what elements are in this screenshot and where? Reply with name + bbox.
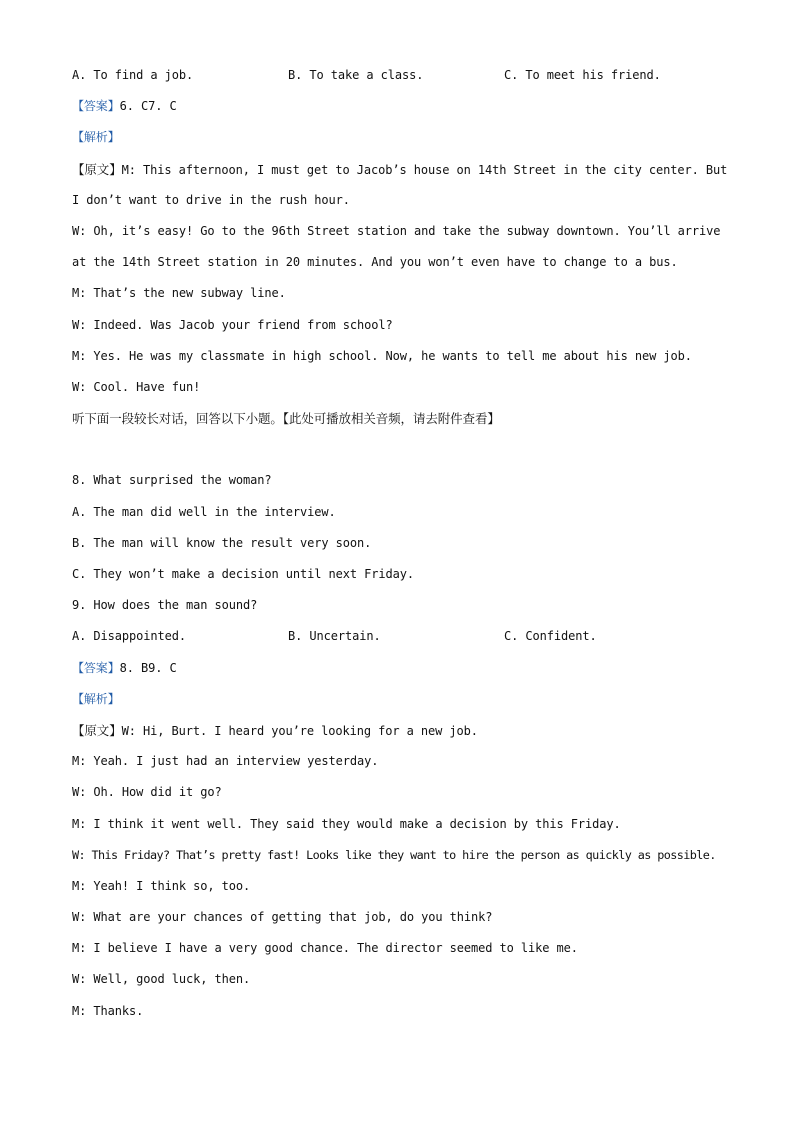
q9-question: 9. How does the man sound? (72, 598, 258, 613)
listening-instruction: 听下面一段较长对话，回答以下小题。【此处可播放相关音频，请去附件查看】 (72, 411, 500, 427)
answer-text: 6. C7. C (119, 99, 177, 114)
transcript-1-line: M: That’s the new subway line. (72, 286, 286, 301)
q8-option-b: B. The man will know the result very soon. (72, 535, 372, 550)
spacer (72, 434, 732, 465)
transcript-1-line: W: Cool. Have fun! (72, 379, 201, 394)
transcript-1-line (72, 154, 732, 185)
answer-text: 8. B9. C (119, 660, 177, 675)
transcript-1-line: W: Oh, it’s easy! Go to the 96th Street station and take the subway downtown. You’ll arrive (72, 223, 721, 238)
transcript-2-line: M: Yeah! I think so, too. (72, 878, 251, 893)
transcript-text: M: This afternoon, I must get to Jacob’s house on 14th Street in the city center. But (121, 162, 728, 177)
q7-options (72, 60, 732, 91)
analysis-2 (72, 684, 732, 715)
document-page (72, 60, 732, 1027)
transcript-2-line: M: Thanks. (72, 1003, 144, 1018)
transcript-label: 【原文】 (72, 722, 122, 738)
q8-option-a: A. The man did well in the interview. (72, 504, 336, 519)
transcript-text: W: Hi, Burt. I heard you’re looking for a new job. (121, 723, 478, 738)
q7-option-a: A. To find a job. (72, 68, 194, 82)
q8-option-c: C. They won’t make a decision until next Friday. (72, 567, 414, 581)
analysis-label: 【解析】 (72, 691, 120, 706)
transcript-label: 【原文】 (72, 161, 122, 177)
q7-option-b: B. To take a class. (288, 68, 424, 82)
transcript-1-line: W: Indeed. Was Jacob your friend from school? (72, 317, 393, 332)
q8-question: 8. What surprised the woman? (72, 473, 272, 488)
transcript-2-line: W: Well, good luck, then. (72, 972, 251, 987)
q9-options (72, 621, 732, 652)
transcript-2-line: M: I think it went well. They said they would make a decision by this Friday. (72, 816, 621, 831)
q7-option-c: C. To meet his friend. (504, 68, 661, 82)
transcript-1-line: M: Yes. He was my classmate in high school. Now, he wants to tell me about his new job. (72, 348, 692, 363)
answer-2 (72, 653, 732, 684)
transcript-1-line: at the 14th Street station in 20 minutes. And you won’t even have to change to a bus. (72, 255, 678, 270)
q9-option-b: B. Uncertain. (288, 629, 381, 644)
transcript-2-line: W: Oh. How did it go? (72, 785, 222, 800)
answer-label: 【答案】 (72, 99, 120, 114)
transcript-2-line (72, 715, 732, 746)
answer-label: 【答案】 (72, 660, 120, 675)
transcript-2-line: W: What are your chances of getting that job, do you think? (72, 910, 493, 925)
analysis-label: 【解析】 (72, 130, 120, 145)
transcript-2-line: M: Yeah. I just had an interview yesterday. (72, 754, 379, 769)
q9-option-a: A. Disappointed. (72, 629, 186, 644)
answer-1 (72, 91, 732, 122)
transcript-2-line: W: This Friday? That’s pretty fast! Looks like they want to hire the person as quickly as possible. (72, 847, 716, 862)
transcript-2-line: M: I believe I have a very good chance. The director seemed to like me. (72, 941, 578, 956)
analysis-1 (72, 122, 732, 153)
transcript-1-line: I don’t want to drive in the rush hour. (72, 192, 350, 207)
q9-option-c: C. Confident. (504, 629, 597, 644)
